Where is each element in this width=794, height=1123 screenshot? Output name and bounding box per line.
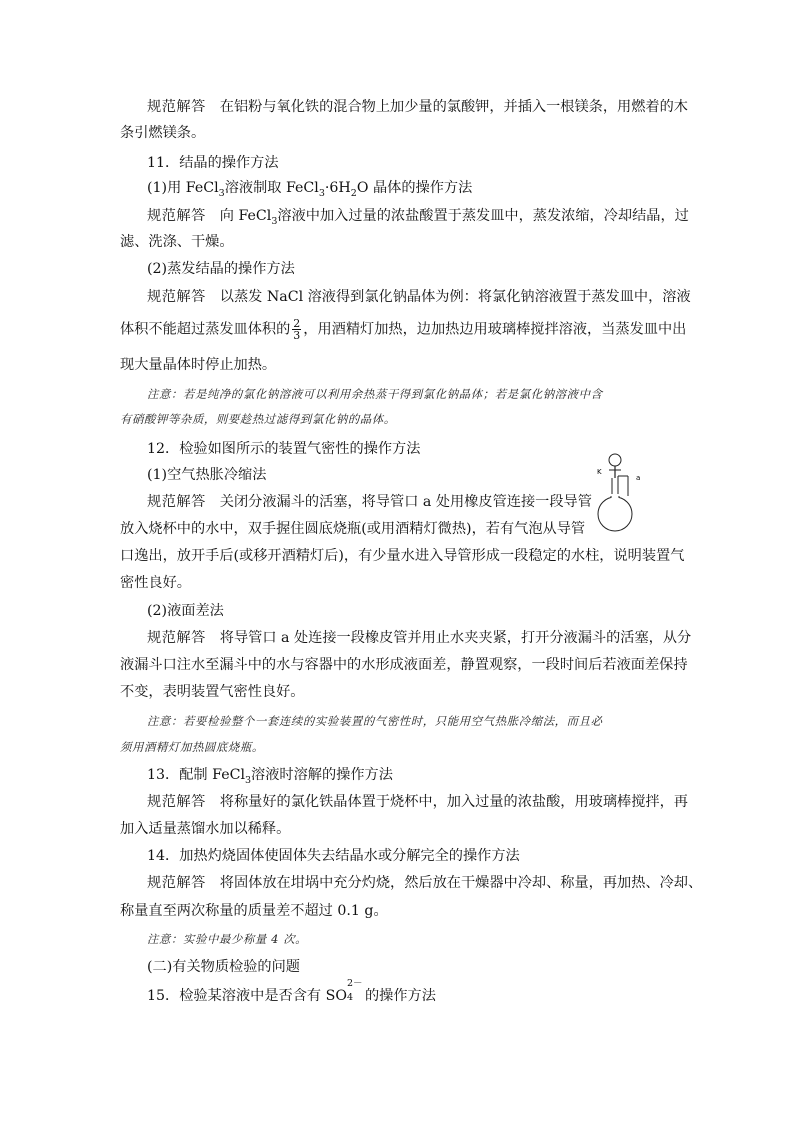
section-heading: 13．配制 FeCl$_3$溶液时溶解的操作方法: [147, 767, 393, 786]
flask-apparatus-figure: [590, 452, 650, 532]
text-line: 现大量晶体时停止加热。: [120, 357, 277, 373]
text-line: 不变，表明装置气密性良好。: [120, 684, 305, 700]
answer-tag: 规范解答: [147, 99, 206, 115]
note-line: 须用酒精灯加热圆底烧瓶。: [120, 740, 264, 754]
text-line: 条引燃镁条。: [120, 125, 206, 141]
note-line: 注意：实验中最少称量 4 次。: [147, 932, 308, 946]
answer-text: 以蒸发 NaCl 溶液得到氯化钠晶体为例：将氯化钠溶液置于蒸发皿中，溶液: [219, 289, 691, 305]
text-line: 体积不能超过蒸发皿体积的 $\frac{2}{3}$ ，用酒精灯加热，边加热边用玻璃棒搅拌溶液，当蒸发皿中出: [120, 317, 687, 342]
text-line: 放入烧杯中的水中，双手握住圆底烧瓶(或用酒精灯微热)，若有气泡从导管: [120, 521, 586, 537]
note-line: 注意：若是纯净的氯化钠溶液可以利用余热蒸干得到氯化钠晶体；若是氯化钠溶液中含: [147, 387, 603, 401]
subsection-heading: (1)用 FeCl$_3$溶液制取 $FeCl_3\cdot 6H_2O$ 晶体的操作方法: [147, 180, 473, 199]
note-line: 注意：若要检验整个一套连续的实验装置的气密性时，只能用空气热胀冷缩法，而且必: [147, 714, 603, 728]
subsection-heading: (2)蒸发结晶的操作方法: [147, 261, 295, 277]
section-heading: 11．结晶的操作方法: [147, 155, 279, 171]
answer-text: 在铝粉与氧化铁的混合物上加少量的氯酸钾，并插入一根镁条，用燃着的木: [219, 99, 688, 115]
answer-line: [147, 873, 702, 893]
fraction: $\frac{2}{3}$: [293, 317, 301, 342]
answer-tag: 规范解答: [147, 494, 206, 510]
answer-line: 规范解答 向 FeCl$_3$溶液中加入过量的浓盐酸置于蒸发皿中，蒸发浓缩，冷却结晶，过: [147, 208, 689, 227]
subsection-heading: (1)空气热胀冷缩法: [147, 467, 267, 483]
answer-line: [147, 287, 691, 307]
section-heading: 14．加热灼烧固体使固体失去结晶水或分解完全的操作方法: [147, 848, 520, 864]
subsection-heading: (2)液面差法: [147, 603, 224, 619]
answer-tag: 规范解答: [147, 630, 206, 646]
answer-tag: 规范解答: [147, 289, 206, 305]
answer-tag: 规范解答: [147, 208, 206, 224]
text-line: 加入适量蒸馏水加以稀释。: [120, 821, 291, 837]
answer-text: 将称量好的氯化铁晶体置于烧杯中，加入过量的浓盐酸，用玻璃棒搅拌，再: [219, 794, 688, 810]
answer-line: [147, 97, 688, 117]
text-line: 密性良好。: [120, 575, 191, 591]
answer-tag: 规范解答: [147, 875, 206, 891]
note-line: 有硝酸钾等杂质，则要趁热过滤得到氯化钠的晶体。: [120, 412, 396, 426]
answer-line: [147, 492, 592, 512]
answer-text: 将固体放在坩埚中充分灼烧，然后放在干燥器中冷却、称量，再加热、冷却、: [219, 875, 703, 891]
answer-tag: 规范解答: [147, 794, 206, 810]
section-heading: 15．检验某溶液中是否含有 SO 2－ 4 的操作方法: [147, 978, 436, 1004]
text-line: 滤、洗涤、干燥。: [120, 234, 234, 250]
part-heading: (二)有关物质检验的问题: [147, 959, 300, 975]
section-heading: 12．检验如图所示的装置气密性的操作方法: [147, 441, 421, 457]
answer-line: [147, 628, 691, 648]
text-line: 称量直至两次称量的质量差不超过 0.1 g。: [120, 903, 388, 919]
answer-line: [147, 792, 688, 812]
answer-text: 将导管口 a 处连接一段橡皮管并用止水夹夹紧，打开分液漏斗的活塞，从分: [219, 630, 692, 646]
text-line: 口逸出，放开手后(或移开酒精灯后)，有少量水进入导管形成一段稳定的水柱，说明装置气: [120, 548, 685, 564]
text-line: 液漏斗口注水至漏斗中的水与容器中的水形成液面差，静置观察，一段时间后若液面差保持: [120, 657, 688, 673]
figure-label-k: K: [597, 468, 602, 476]
figure-label-a: a: [636, 474, 641, 482]
answer-text: 关闭分液漏斗的活塞，将导管口 a 处用橡皮管连接一段导管: [219, 494, 592, 510]
